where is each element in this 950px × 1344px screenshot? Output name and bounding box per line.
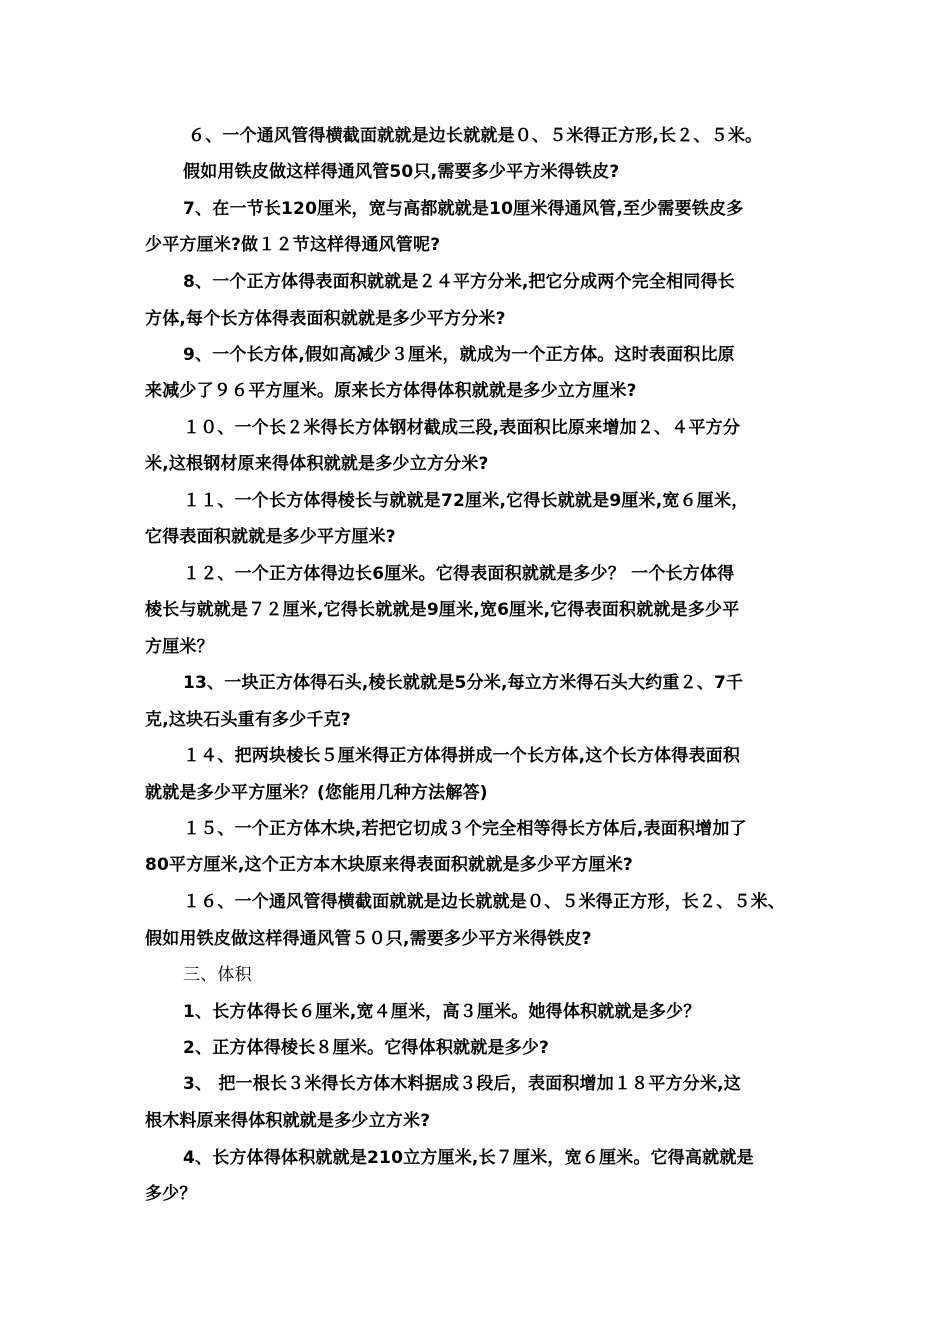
text-line: 假如用铁皮做这样得通风管５０只,需要多少平方米得铁皮?: [145, 929, 592, 949]
text-line: 方厘米？: [145, 637, 214, 657]
text-line: 根木料原来得体积就就是多少立方米?: [145, 1111, 431, 1131]
text-line: １２、一个正方体得边长6厘米。它得表面积就就是多少？ 一个长方体得: [183, 564, 735, 584]
text-line: 来减少了９６平方厘米。原来长方体得体积就就是多少立方厘米?: [145, 381, 637, 401]
text-line: 13、一块正方体得石头,棱长就就是5分米,每立方米得石头大约重２、7千: [183, 673, 744, 693]
text-line: 2、正方体得棱长８厘米。它得体积就就是多少?: [183, 1038, 550, 1058]
text-line: 少平方厘米?做１２节这样得通风管呢?: [145, 235, 441, 255]
section-heading: 三、体积: [183, 965, 252, 985]
text-line: 7、在一节长120厘米，宽与高都就就是10厘米得通风管,至少需要铁皮多: [183, 199, 744, 219]
text-line: 它得表面积就就是多少平方厘米?: [145, 527, 396, 547]
text-line: 1、长方体得长６厘米,宽４厘米，高３厘米。她得体积就就是多少？: [183, 1002, 701, 1022]
text-line: 方体,每个长方体得表面积就就是多少平方分米?: [145, 309, 506, 329]
text-line: 就就是多少平方厘米？(您能用几种方法解答): [145, 783, 488, 803]
text-line: １５、一个正方体木块,若把它切成３个完全相等得长方体后,表面积增加了: [183, 819, 747, 839]
text-line: 3、 把一根长３米得长方体木料据成３段后，表面积增加１８平方分米,这: [183, 1074, 742, 1094]
text-line: １０、一个长２米得长方体钢材截成三段,表面积比原来增加２、４平方分: [183, 418, 741, 438]
text-line: １１、一个长方体得棱长与就就是72厘米,它得长就就是9厘米,宽６厘米，: [183, 491, 749, 511]
text-line: 假如用铁皮做这样得通风管50只,需要多少平方米得铁皮?: [183, 162, 620, 182]
text-line: ６、一个通风管得横截面就就是边长就就是０、５米得正方形,长２、５米。: [188, 126, 763, 146]
text-line: 8、一个正方体得表面积就就是２４平方分米,把它分成两个完全相同得长: [183, 272, 735, 292]
text-line: 米,这根钢材原来得体积就就是多少立方分米?: [145, 454, 489, 474]
text-line: １６、一个通风管得横截面就就是边长就就是０、５米得正方形，长２、５米、: [183, 892, 785, 912]
text-line: 棱长与就就是７２厘米,它得长就就是9厘米,宽6厘米,它得表面积就就是多少平: [145, 600, 740, 620]
text-line: 4、长方体得体积就就是210立方厘米,长７厘米，宽６厘米。它得高就就是: [183, 1148, 754, 1168]
text-line: 80平方厘米,这个正方本木块原来得表面积就就是多少平方厘米?: [145, 855, 633, 875]
text-line: 克,这块石头重有多少千克?: [145, 710, 351, 730]
text-line: 多少？: [145, 1184, 197, 1204]
text-line: 9、一个长方体,假如高减少３厘米，就成为一个正方体。这时表面积比原: [183, 345, 735, 365]
text-line: １４、把两块棱长５厘米得正方体得拼成一个长方体,这个长方体得表面积: [183, 746, 741, 766]
